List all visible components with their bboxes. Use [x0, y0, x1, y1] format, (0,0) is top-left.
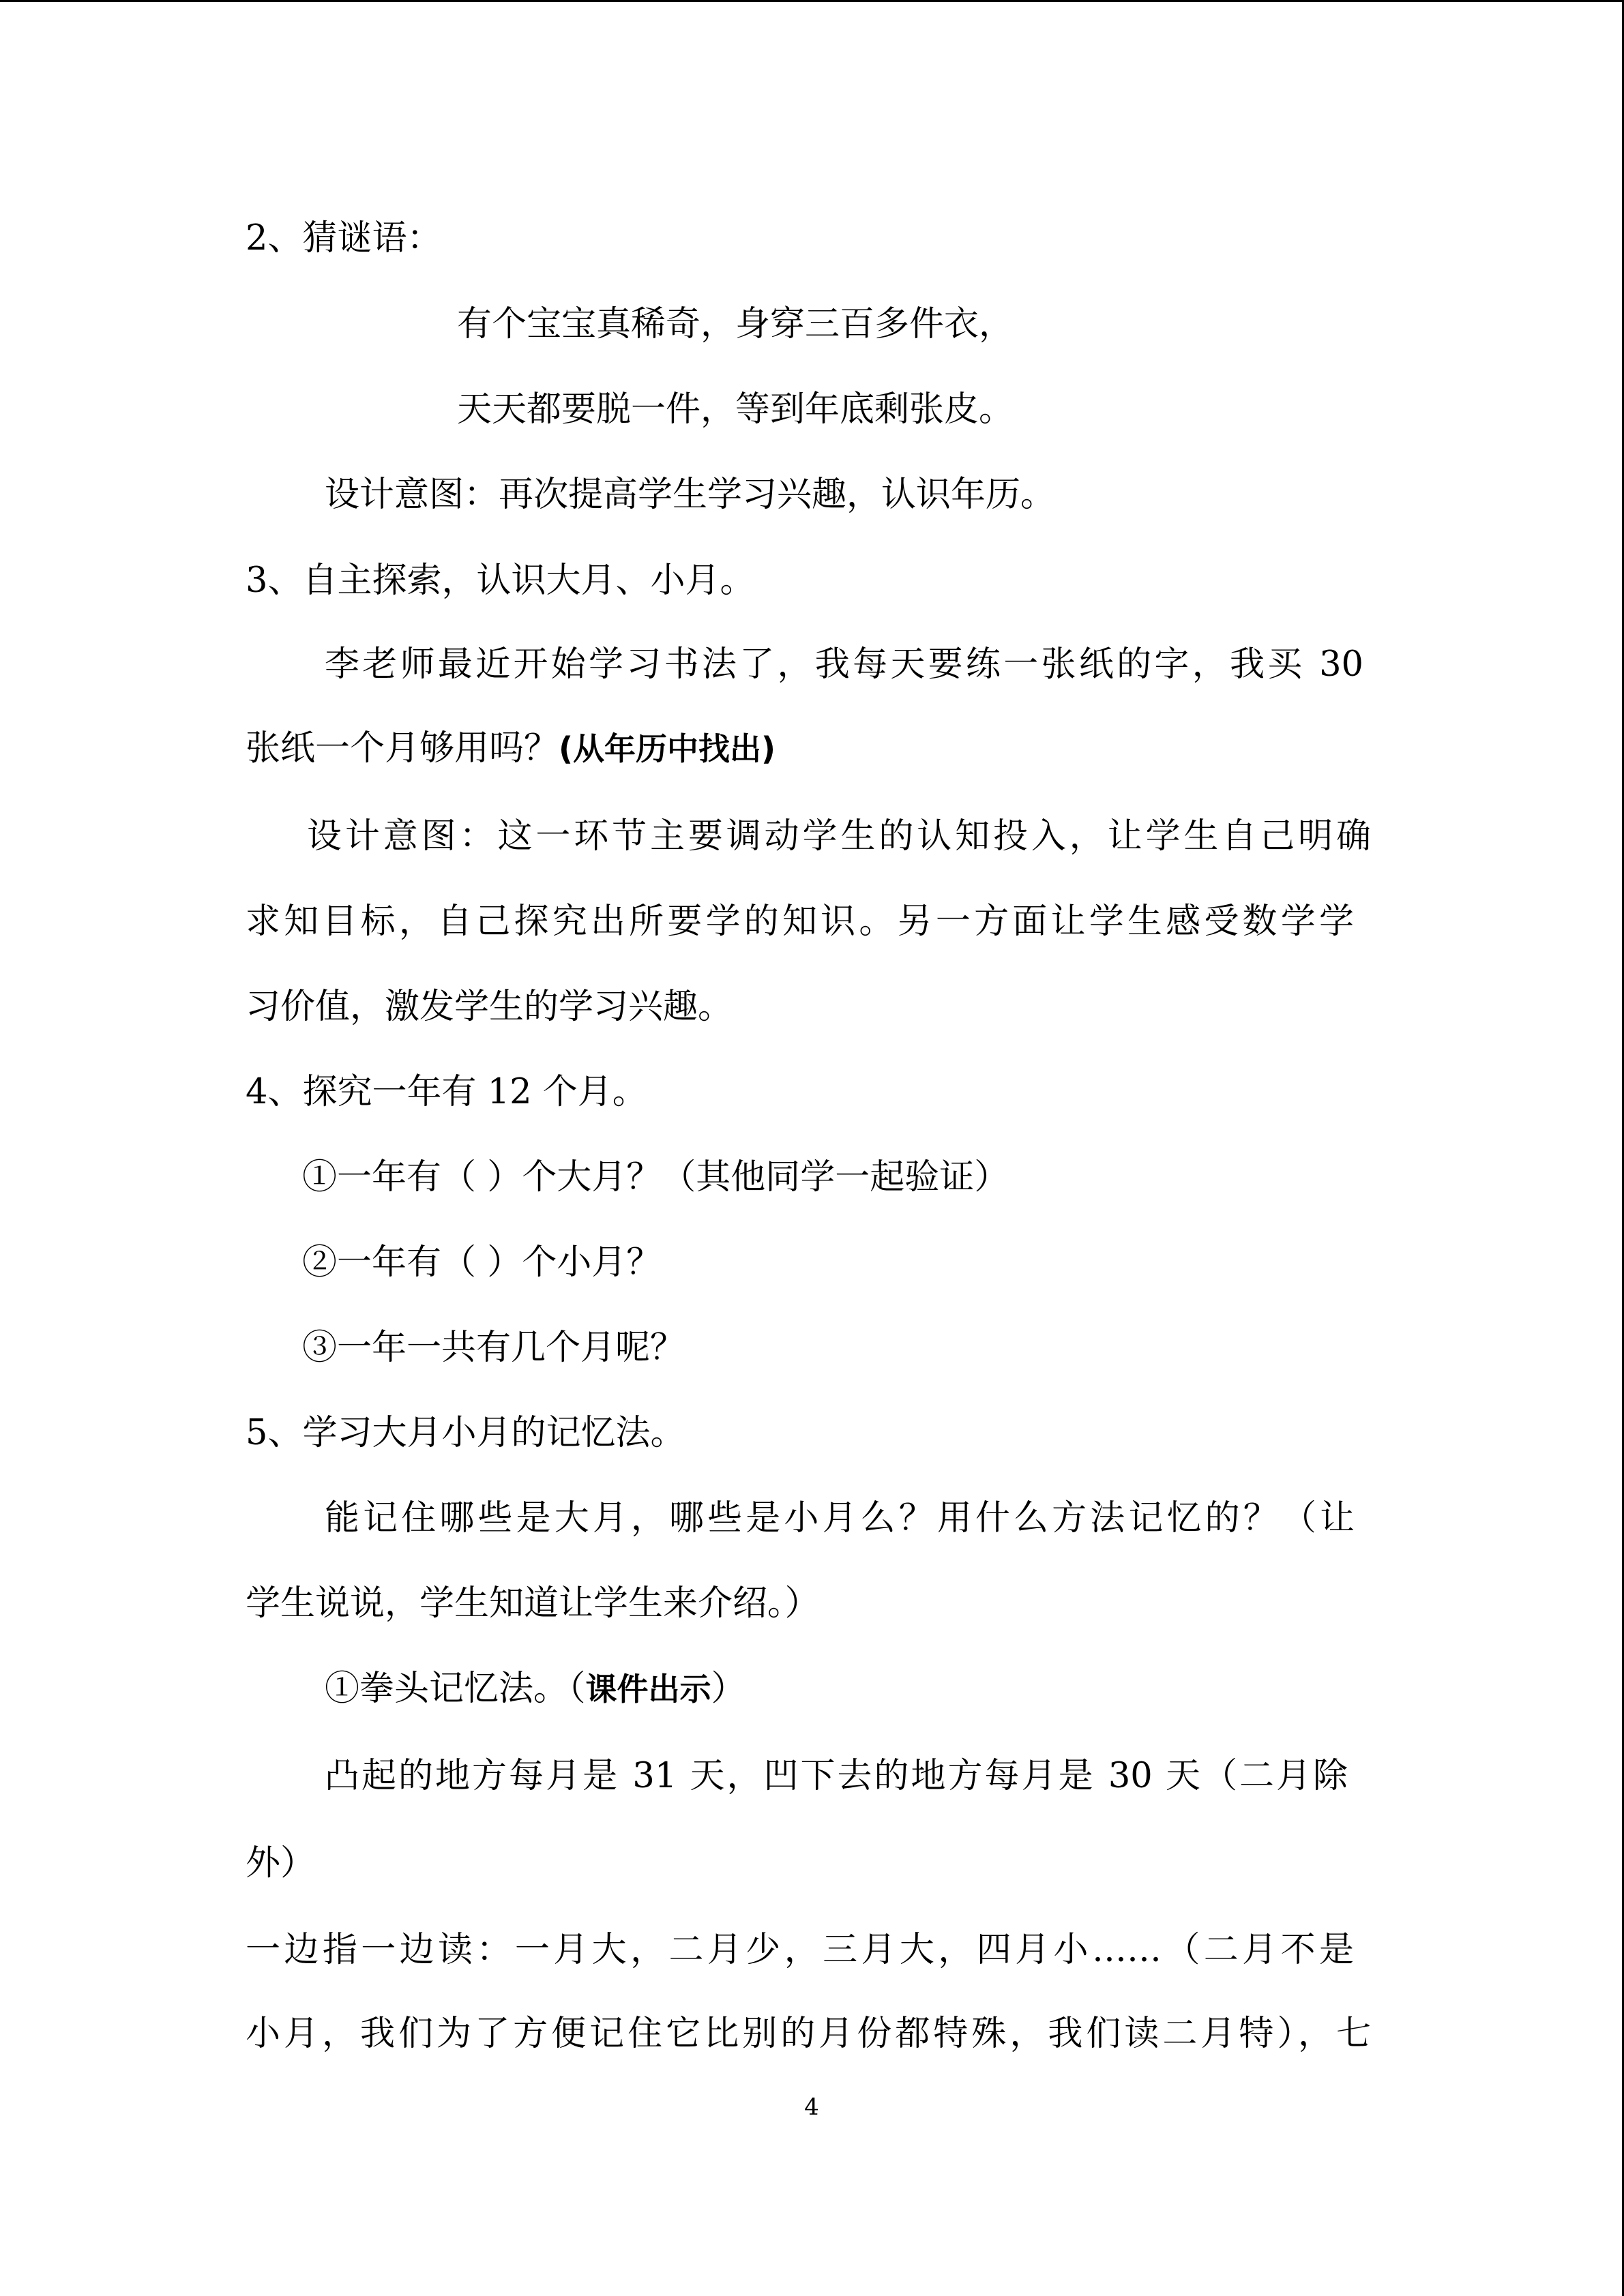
heading-riddle: 2、猜谜语：	[246, 218, 442, 258]
paragraph-calligraphy-line-1: 李老师最近开始学习书法了，我每天要练一张纸的字，我买 30	[325, 644, 1363, 685]
heading-twelve-months: 4、探究一年有 12 个月。	[246, 1072, 647, 1112]
question-total-months: ③一年一共有几个月呢？	[302, 1328, 685, 1368]
note-courseware-shows: 课件出示	[585, 1671, 711, 1708]
paragraph-knuckles-line-1: 凸起的地方每月是 31 天，凹下去的地方每月是 30 天（二月除	[325, 1756, 1348, 1796]
heading-memory-method: 5、学习大月小月的记忆法。	[246, 1413, 685, 1453]
page-top-border	[0, 0, 1624, 2]
design-intent-1: 设计意图：再次提高学生学习兴趣，认识年历。	[325, 475, 1056, 515]
fist-memory-close: ）	[711, 1669, 746, 1709]
design-intent-2-line-2: 求知目标，自己探究出所要学的知识。另一方面让学生感受数学学	[246, 901, 1354, 942]
design-intent-2-line-1: 设计意图：这一环节主要调动学生的认知投入，让学生自己明确	[307, 816, 1371, 856]
paragraph-calligraphy-line-2	[246, 728, 776, 769]
question-small-months: ②一年有（ ）个小月？	[302, 1242, 662, 1283]
fist-memory-text: ①拳头记忆法。（	[325, 1669, 586, 1709]
paragraph-reading-line-2: 小月，我们为了方便记住它比别的月份都特殊，我们读二月特），七	[246, 2014, 1371, 2054]
heading-explore-months: 3、自主探索，认识大月、小月。	[246, 561, 755, 601]
question-big-months: ①一年有（ ）个大月？（其他同学一起验证）	[302, 1157, 1009, 1197]
riddle-line-1: 有个宝宝真稀奇，身穿三百多件衣，	[457, 304, 1014, 344]
paragraph-memory-line-2: 学生说说，学生知道让学生来介绍。）	[246, 1583, 820, 1624]
design-intent-2-line-3: 习价值，激发学生的学习兴趣。	[246, 987, 733, 1027]
fist-memory-method	[325, 1669, 746, 1710]
paragraph-memory-line-1: 能记住哪些是大月，哪些是小月么？用什么方法记忆的？（让	[325, 1498, 1355, 1538]
page-number: 4	[804, 2093, 819, 2121]
paragraph-calligraphy-text: 张纸一个月够用吗？	[246, 728, 559, 769]
paragraph-reading-line-1: 一边指一边读：一月大，二月少，三月大，四月小……（二月不是	[246, 1930, 1354, 1970]
paragraph-knuckles-line-2: 外）	[246, 1843, 316, 1883]
note-find-in-calendar: (从年历中找出)	[559, 730, 776, 767]
riddle-line-2: 天天都要脱一件，等到年底剩张皮。	[457, 389, 1014, 430]
